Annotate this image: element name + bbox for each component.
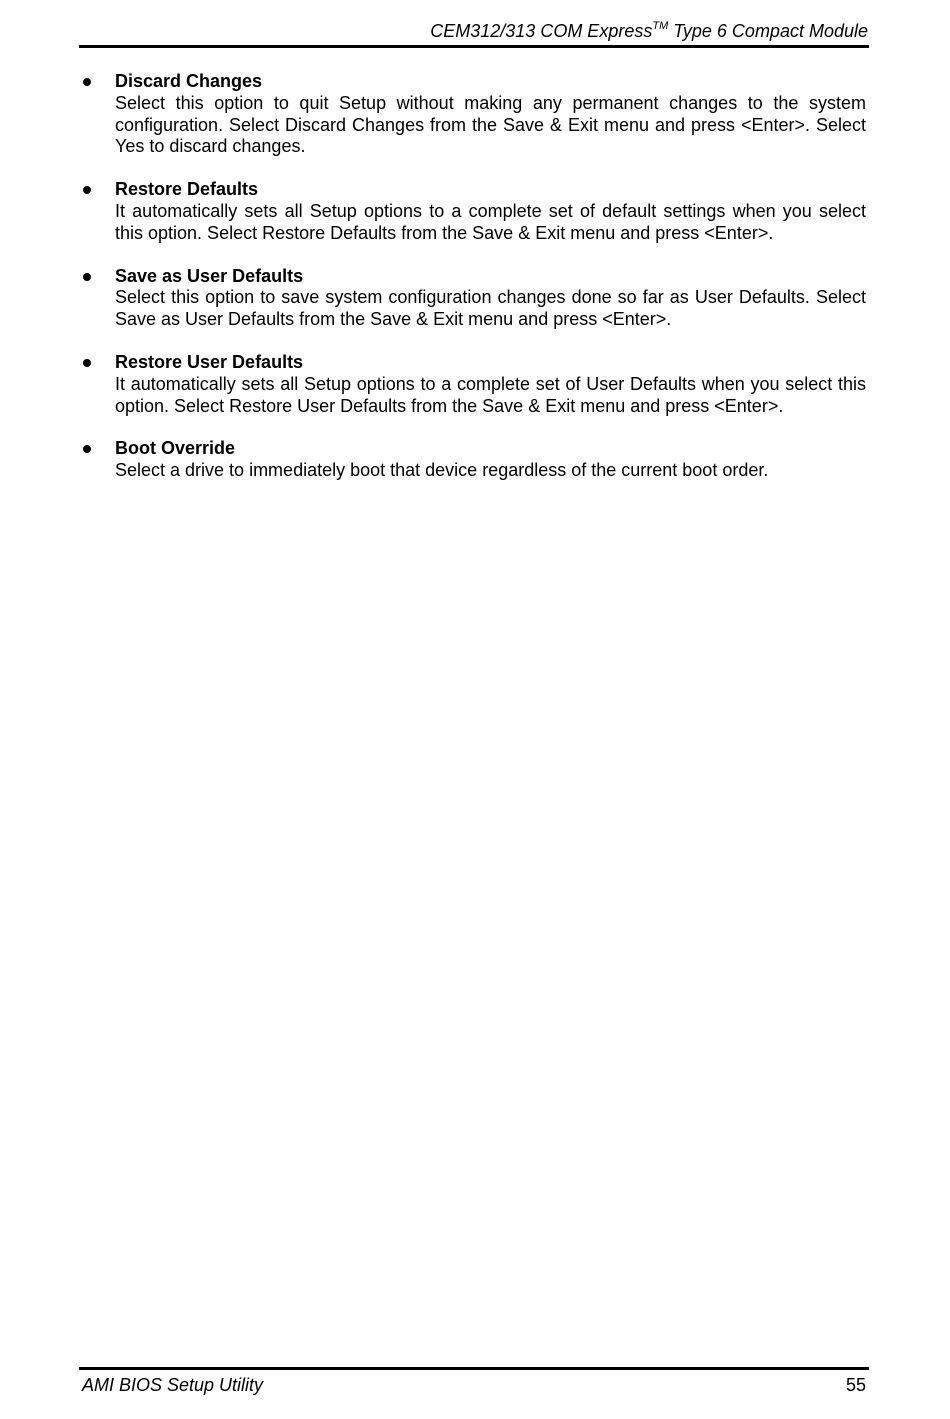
item-description: It automatically sets all Setup options to a complete set of User Defaults when you select this option. Select Restore User Defaults from the Save & Exit menu and press <Enter>. — [115, 373, 866, 416]
item-title: Boot Override — [115, 438, 236, 459]
list-item-save-as-user-defaults — [80, 266, 866, 331]
item-description: Select this option to save system configuration changes done so far as User Defaults. Select Save as User Defaults from the Save & Exit menu and press <Enter>. — [115, 287, 866, 330]
item-title: Restore User Defaults — [115, 351, 304, 372]
list-item-discard-changes — [80, 71, 866, 158]
bullet-icon — [83, 445, 91, 453]
item-title: Save as User Defaults — [115, 265, 304, 286]
item-description: Select this option to quit Setup without making any permanent changes to the system configuration. Select Discard Changes from the Save & Exit menu and press <Enter>. Select Yes to discard changes. — [115, 92, 866, 157]
bullet-icon — [83, 359, 91, 367]
bullet-icon — [83, 186, 91, 194]
page-number: 55 — [845, 1375, 866, 1395]
list-item-boot-override — [80, 438, 866, 482]
page-header — [80, 18, 868, 44]
item-title: Discard Changes — [115, 71, 263, 91]
list-item-restore-defaults — [80, 179, 866, 244]
bullet-icon — [83, 78, 91, 86]
item-description: It automatically sets all Setup options to a complete set of default settings when you select this option. Select Restore Defaults from the Save & Exit menu and press <Enter>. — [115, 200, 866, 243]
header-rule — [79, 45, 869, 48]
footer-rule — [79, 1367, 869, 1370]
main-content — [80, 71, 866, 503]
bullet-icon — [83, 273, 91, 281]
list-item-restore-user-defaults — [80, 352, 866, 417]
footer-section-title: AMI BIOS Setup Utility — [82, 1375, 264, 1395]
header-title-rest: Type 6 Compact Module — [668, 21, 868, 41]
item-description: Select a drive to immediately boot that device regardless of the current boot order. — [115, 460, 769, 481]
item-title: Restore Defaults — [115, 179, 259, 200]
header-title: CEM312/313 COM Express — [430, 21, 653, 41]
trademark-superscript: TM — [652, 20, 669, 32]
